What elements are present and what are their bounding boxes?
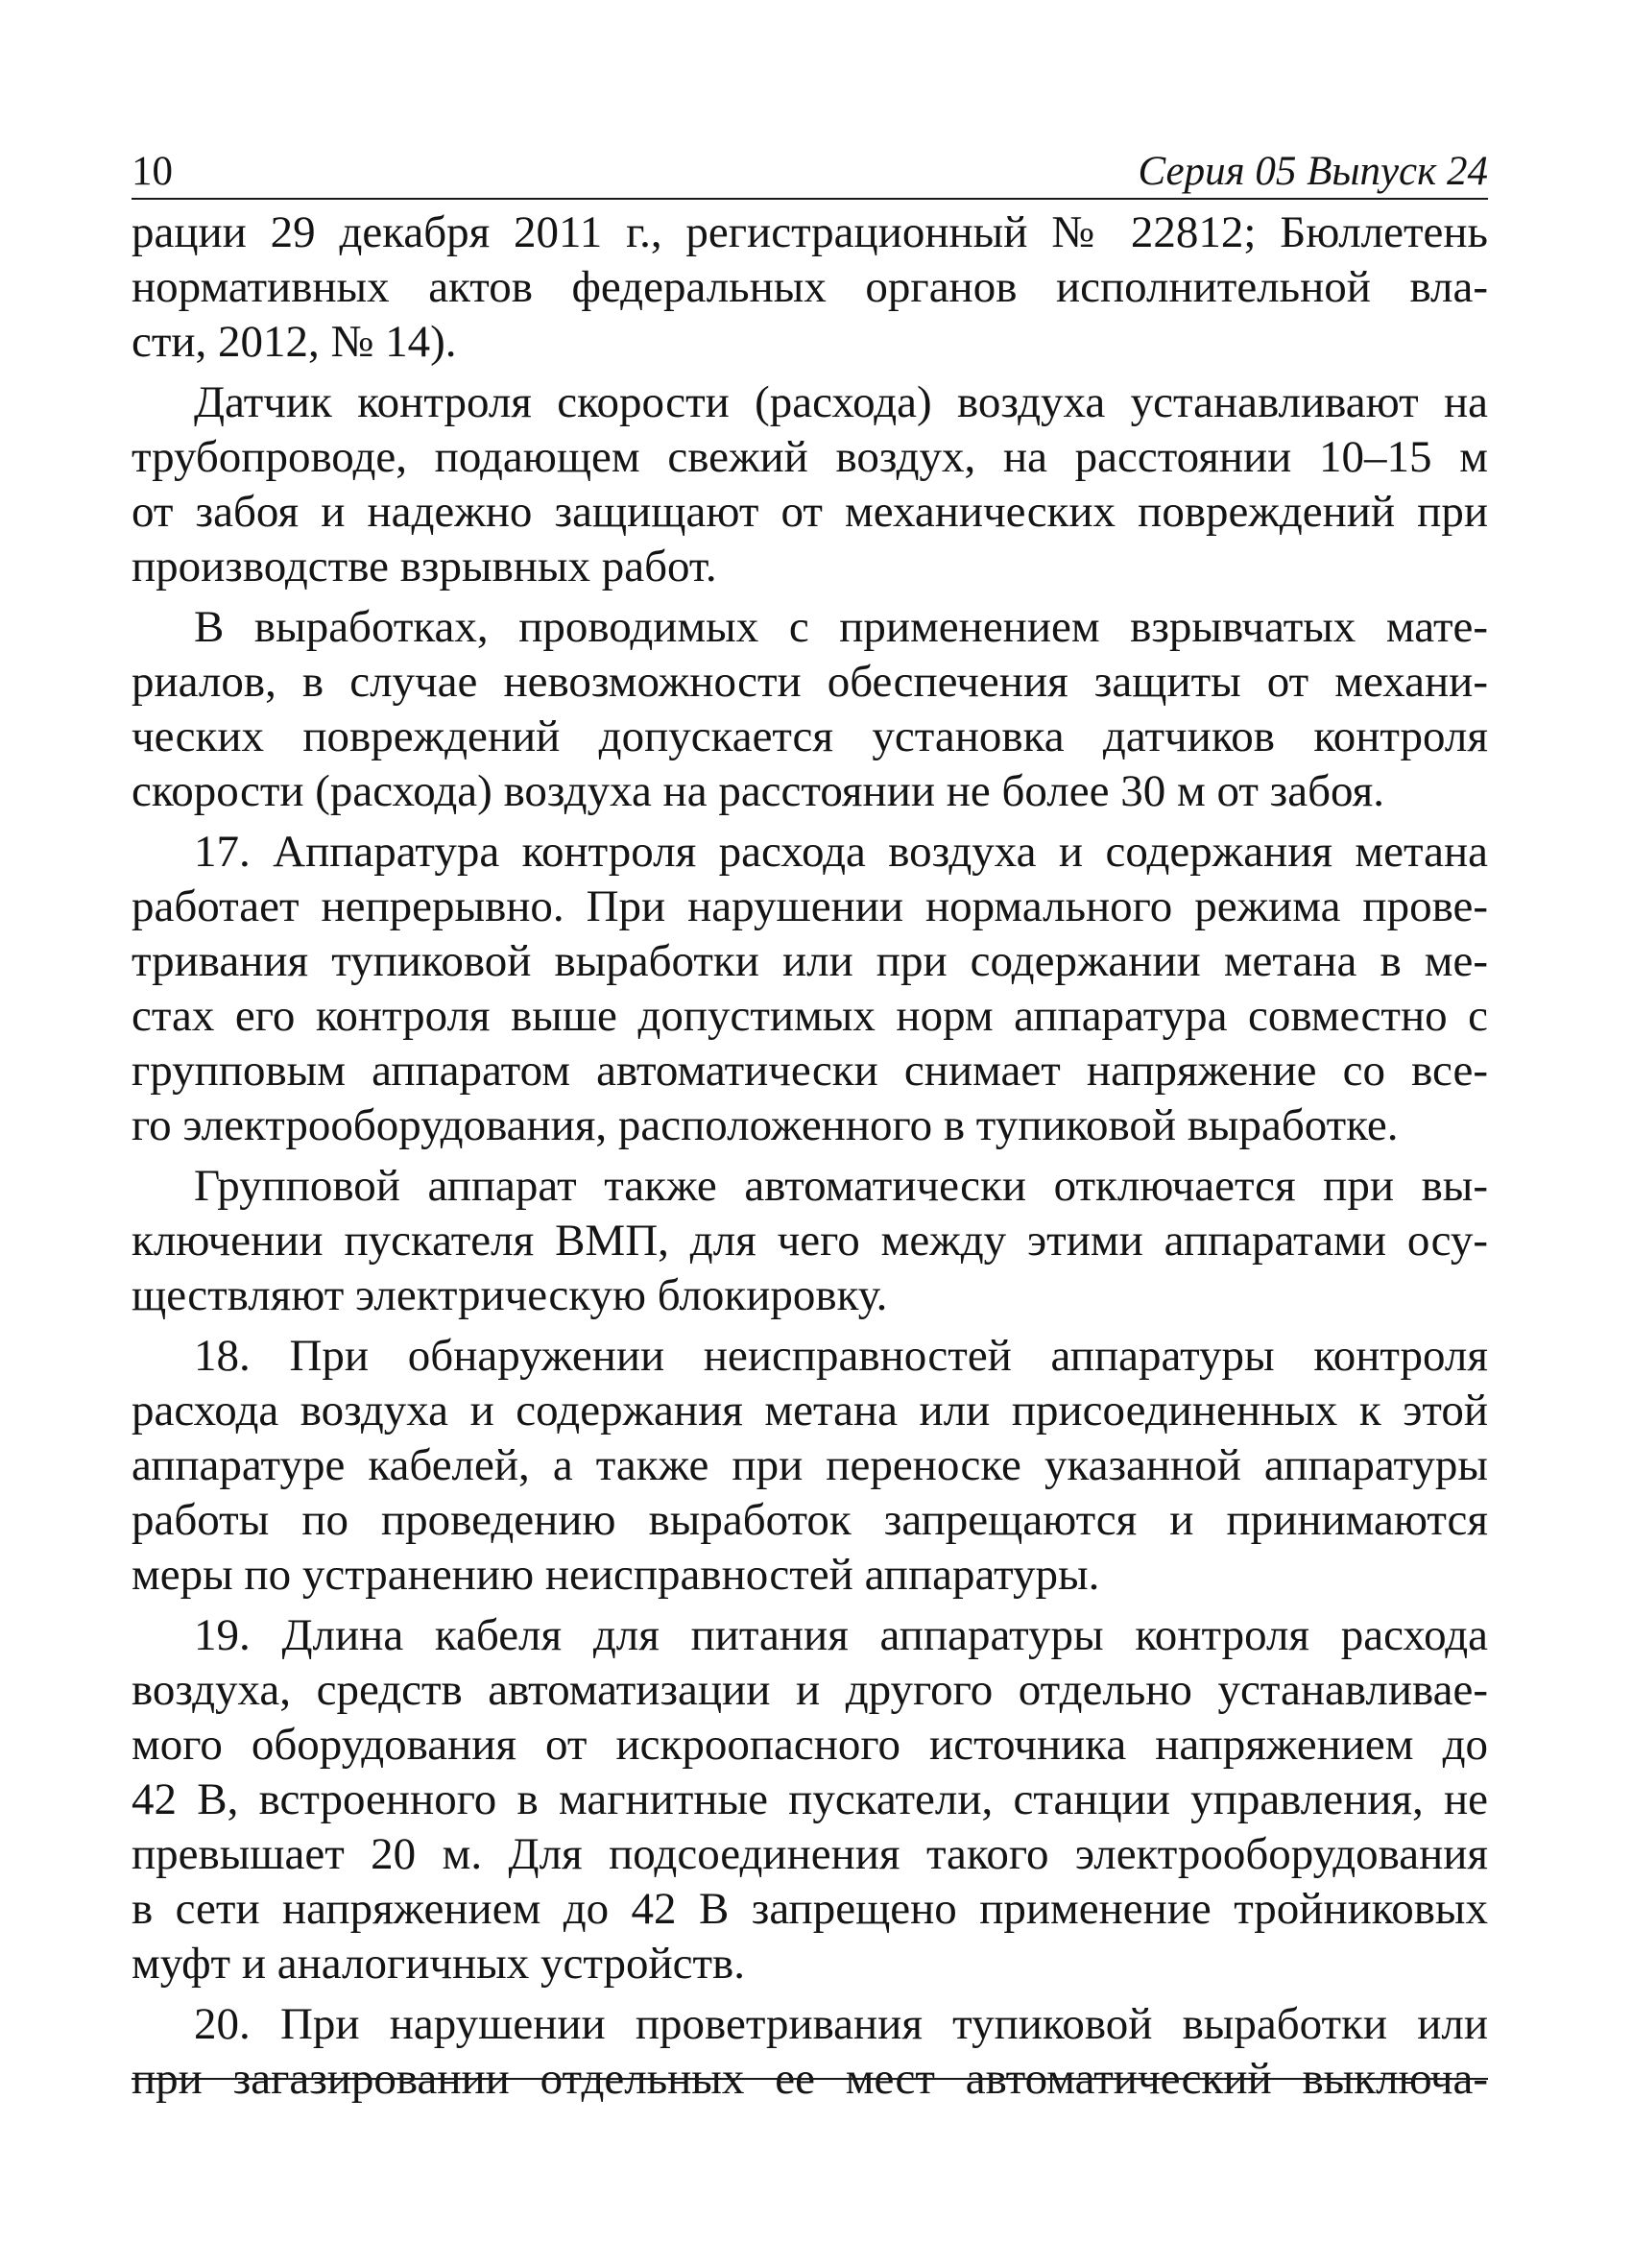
text-line: В выработках, проводимых с применением взрывчатых мате- — [194, 602, 1488, 652]
paragraph-group-device — [132, 1159, 1488, 1323]
paragraph-sensor-placement — [132, 375, 1488, 594]
text-line: ществляют электрическую блокировку. — [132, 1270, 888, 1320]
paragraph-continuation — [132, 205, 1488, 370]
text-line: расхода воздуха и содержания метана или присоединенных к этой — [132, 1386, 1488, 1436]
text-line: Датчик контроля скорости (расхода) воздуха устанавливают на — [194, 377, 1488, 427]
text-line: 42 В, встроенного в магнитные пускатели, станции управления, не — [132, 1774, 1488, 1824]
paragraph-item-17 — [132, 825, 1488, 1153]
paragraph-item-20 — [132, 1997, 1488, 2107]
text-line: сти, 2012, № 14). — [132, 317, 457, 367]
page-header — [132, 144, 1488, 200]
text-line: мого оборудования от искроопасного источника напряжением до — [132, 1720, 1488, 1770]
text-line: групповым аппаратом автоматически снимает напряжение со все- — [132, 1046, 1488, 1096]
text-line: 18. При обнаружении неисправностей аппаратуры контроля — [194, 1331, 1488, 1381]
text-line: работает непрерывно. При нарушении нормального режима прове- — [132, 881, 1488, 931]
text-line: тривания тупиковой выработки или при содержании метана в ме- — [132, 936, 1488, 986]
document-page — [132, 144, 1488, 2112]
text-line: трубопроводе, подающем свежий воздух, на расстоянии 10–15 м — [132, 432, 1488, 482]
text-line: рации 29 декабря 2011 г., регистрационный № 22812; Бюллетень — [132, 207, 1488, 257]
text-line: скорости (расхода) воздуха на расстоянии не более 30 м от забоя. — [132, 766, 1384, 816]
text-line: стах его контроля выше допустимых норм аппаратура совместно с — [132, 991, 1488, 1041]
text-line: ческих повреждений допускается установка датчиков контроля — [132, 712, 1488, 761]
document-body — [132, 205, 1488, 2107]
text-line: 20. При нарушении проветривания тупиковой выработки или — [194, 1999, 1488, 2049]
text-line: муфт и аналогичных устройств. — [132, 1939, 745, 1989]
text-line: риалов, в случае невозможности обеспечения защиты от механи- — [132, 657, 1488, 707]
text-line: Групповой аппарат также автоматически отключается при вы- — [194, 1161, 1488, 1211]
text-line: 17. Аппаратура контроля расхода воздуха и содержания метана — [194, 827, 1488, 877]
paragraph-item-18 — [132, 1329, 1488, 1603]
text-line: воздуха, средств автоматизации и другого отдельно устанавливае- — [132, 1665, 1488, 1715]
text-line: аппаратуре кабелей, а также при переноске указанной аппаратуры — [132, 1440, 1488, 1490]
text-line: ключении пускателя ВМП, для чего между этими аппаратами осу- — [132, 1216, 1488, 1266]
bottom-divider — [132, 2078, 1488, 2080]
text-line: от забоя и надежно защищают от механических повреждений при — [132, 487, 1488, 537]
running-title: Серия 05 Выпуск 24 — [1138, 149, 1488, 194]
text-line: нормативных актов федеральных органов исполнительной вла- — [132, 262, 1488, 312]
text-line: работы по проведению выработок запрещаются и принимаются — [132, 1495, 1488, 1545]
paragraph-item-19 — [132, 1608, 1488, 1991]
page-number: 10 — [132, 149, 173, 194]
text-line: превышает 20 м. Для подсоединения такого электрооборудования — [132, 1829, 1488, 1879]
paragraph-explosives — [132, 600, 1488, 819]
text-line: 19. Длина кабеля для питания аппаратуры контроля расхода — [194, 1610, 1488, 1660]
text-line: в сети напряжением до 42 В запрещено применение тройниковых — [132, 1884, 1488, 1934]
text-line: производстве взрывных работ. — [132, 542, 717, 591]
text-line: го электрооборудования, расположенного в тупиковой выработке. — [132, 1100, 1399, 1150]
text-line: при загазировании отдельных ее мест автоматический выключа- — [132, 2054, 1488, 2104]
text-line: меры по устранению неисправностей аппаратуры. — [132, 1550, 1100, 1600]
